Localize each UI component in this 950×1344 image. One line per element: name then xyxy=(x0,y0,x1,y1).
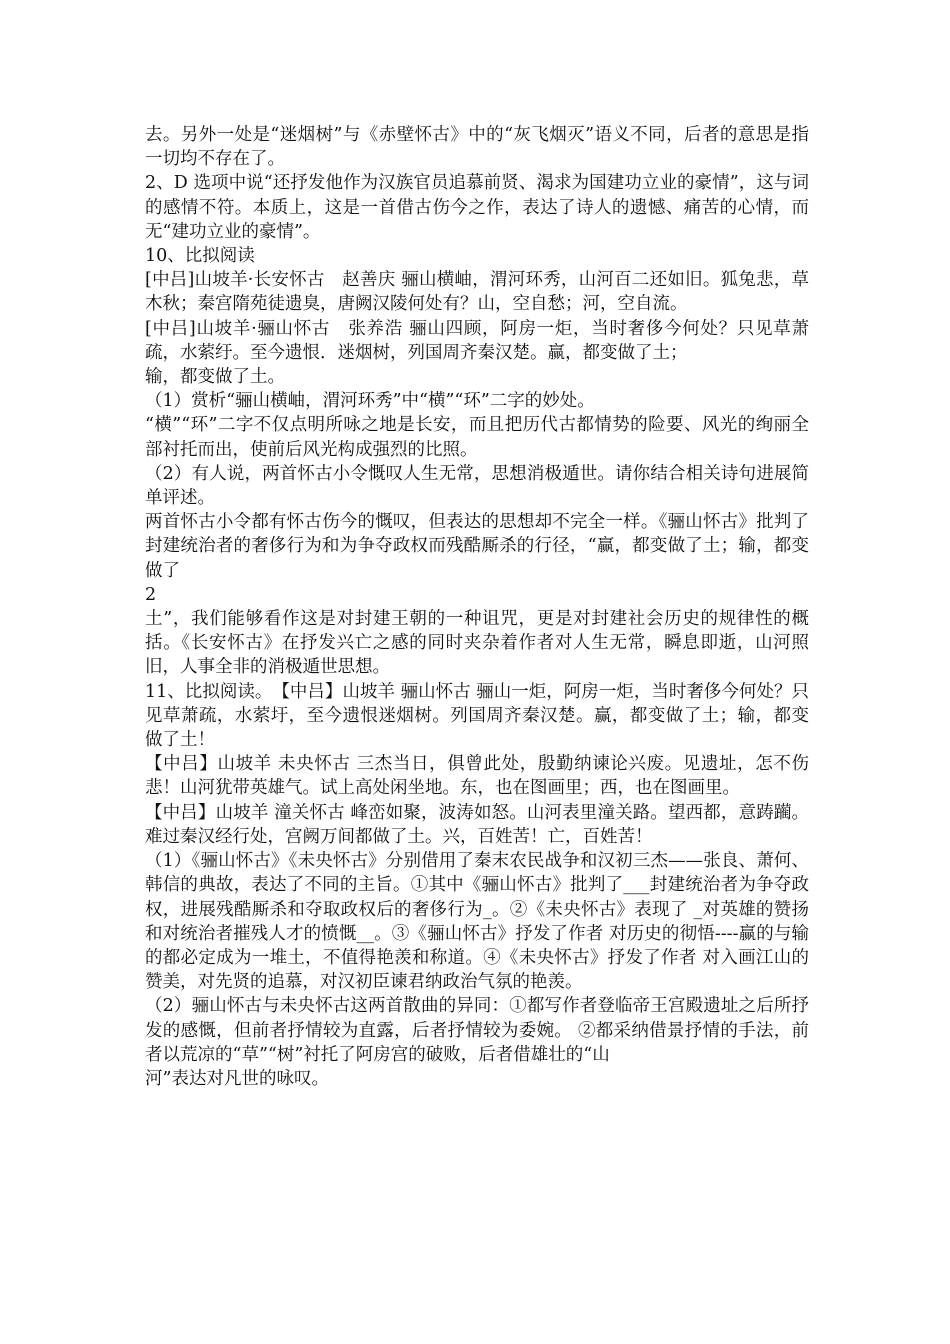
paragraph: 2、D 选项中说“还抒发他作为汉族官员追慕前贤、渴求为国建功立业的豪情”，这与词的感情不符。本质上，这是一首借古伤今之作，表达了诗人的遗憾、痛苦的心情，而无“建功立业的豪情”。 xyxy=(145,173,809,242)
section-heading: 10、比拟阅读 xyxy=(145,246,255,267)
page-number: 2 xyxy=(145,584,157,605)
question-answer: 河”表达对凡世的咏叹。 xyxy=(145,1068,329,1089)
answer: 土”，我们能够看作这是对封建王朝的一种诅咒，更是对封建社会历史的规律性的概括。《长安怀古》在抒发兴亡之感的同时夹杂着作者对人生无常，瞬息即逝，山河照旧，人事全非的消极遁世思想。 xyxy=(145,609,809,678)
question-answer: （2）骊山怀古与未央怀古这两首散曲的异同：①都写作者登临帝王宫殿遗址之后所抒发的感慨，但前者抒情较为直露，后者抒情较为委婉。 ②都采纳借景抒情的手法，前者以荒凉的“草”“树”衬托了阿房宫的破败，后者借雄壮的“山 xyxy=(145,996,809,1065)
poem-text: 【中吕】山坡羊 未央怀古 三杰当日，俱曾此处，殷勤纳谏论兴废。见遗址，怎不伤悲！山河犹带英雄气。试上高处闲坐地。东，也在图画里；西，也在图画里。 xyxy=(145,754,809,799)
poem-text: 【中吕】山坡羊 潼关怀古 峰峦如聚，波涛如怒。山河表里潼关路。望西都，意踌躏。难过秦汉经行处，宫阙万间都做了土。兴，百姓苦！亡，百姓苦！ xyxy=(145,802,809,847)
poem-text: [中吕]山坡羊·骊山怀古 张养浩 骊山四顾，阿房一炬，当时奢侈今何处？只见草萧疏，水萦纡。至今遗恨．迷烟树，列国周齐秦汉楚。赢，都变做了土； xyxy=(145,318,809,363)
document-body xyxy=(145,123,809,1091)
poem-text: [中吕]山坡羊·长安怀古 赵善庆 骊山横岫，渭河环秀，山河百二还如旧。狐兔悲，草木秋；秦宫隋苑徒遗臭，唐阙汉陵何处有？山，空自愁；河，空自流。 xyxy=(145,270,809,315)
poem-text: 输，都变做了土。 xyxy=(145,367,285,388)
question: （1）赏析“骊山横岫，渭河环秀”中“横”“环”二字的妙处。 xyxy=(145,391,595,412)
question-answer: （1）《骊山怀古》《未央怀古》分别借用了秦末农民战争和汉初三杰——张良、萧何、韩信的典故，表达了不同的主旨。①其中《骊山怀古》批判了___封建统治者为争夺政权，进展残酷厮杀和夺取政权后的奢侈行为_。②《未央怀古》表现了 _对英雄的赞扬和对统治者摧残人才的愤慨__。③《骊山怀古》抒发了作者 对历史的彻悟----赢的与输的都必定成为一堆土，不值得艳羡和称道。④《未央怀古》抒发了作者 对入画江山的赞美，对先贤的追慕，对汉初臣谏君纳政治气氛的艳羡。 xyxy=(145,851,809,993)
answer: 两首怀古小令都有怀古伤今的慨叹，但表达的思想却不完全一样。《骊山怀古》批判了封建统治者的奢侈行为和为争夺政权而残酷厮杀的行径，“赢，都变做了土；输，都变做了 xyxy=(145,512,809,581)
question: （2）有人说，两首怀古小令慨叹人生无常，思想消极遁世。请你结合相关诗句进展简单评述。 xyxy=(145,463,809,509)
answer: “横”“环”二字不仅点明所咏之地是长安，而且把历代古都情势的险要、风光的绚丽全部衬托而出，使前后风光构成强烈的比照。 xyxy=(145,415,809,460)
section-heading: 11、比拟阅读。 【中吕】山坡羊 骊山怀古 骊山一炬，阿房一炬，当时奢侈今何处？只见草萧疏，水萦圩，至今遗恨迷烟树。列国周齐秦汉楚。赢，都变做了土；输，都变做了土！ xyxy=(145,681,809,751)
paragraph: 去。另外一处是“迷烟树”与《赤壁怀古》中的“灰飞烟灭”语义不同，后者的意思是指一切均不存在了。 xyxy=(145,125,809,170)
